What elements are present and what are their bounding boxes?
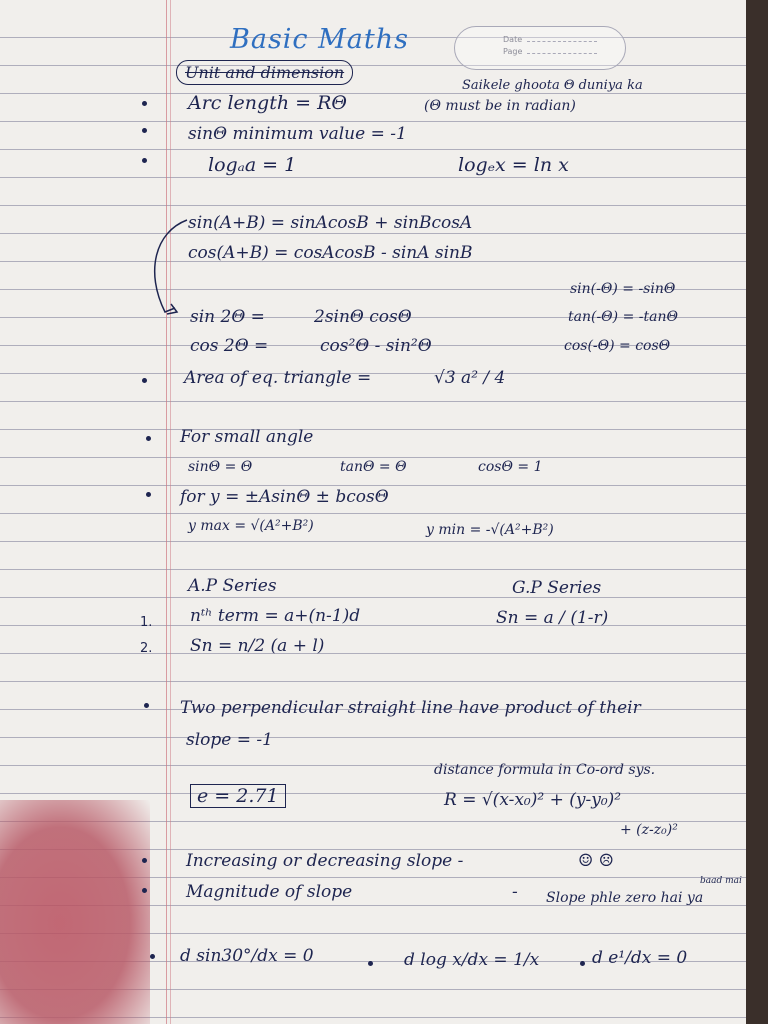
ap-sum-formula: Sn = n/2 (a + l) (190, 636, 325, 656)
y-min-formula: y min = -√(A²+B²) (426, 522, 554, 538)
sin-double-angle-rhs: 2sinΘ cosΘ (314, 307, 412, 327)
bullet (146, 436, 151, 441)
perpendicular-lines: Two perpendicular straight line have product of their (180, 698, 641, 718)
ap-series-heading: A.P Series (188, 576, 277, 596)
slope-note-2: baad mai (700, 876, 742, 886)
top-note: Saikele ghoota Θ duniya ka (462, 78, 643, 93)
log-a-a: logₐa = 1 (208, 154, 297, 176)
magnitude-dash: - (512, 882, 518, 902)
margin-line-inner (170, 0, 171, 1024)
y-max-formula: y max = √(A²+B²) (188, 518, 314, 534)
cos-sum-formula: cos(A+B) = cosAcosB - sinA sinB (188, 243, 473, 263)
page-label: Page (503, 47, 523, 56)
sin-sum-formula: sin(A+B) = sinAcosB + sinBcosA (188, 213, 473, 233)
page-subtitle: Unit and dimension (176, 60, 353, 85)
date-page-stamp (454, 26, 626, 70)
ap-nth-term: nᵗʰ term = a+(n-1)d (190, 606, 361, 626)
e-value-box: e = 2.71 (190, 784, 286, 808)
bullet (150, 954, 155, 959)
small-angle-heading: For small angle (180, 427, 314, 447)
area-eq-triangle-rhs: √3 a² / 4 (434, 368, 506, 388)
bullet (142, 128, 147, 133)
area-eq-triangle: Area of eq. triangle = (184, 368, 372, 388)
tan-small-angle: tanΘ = Θ (340, 459, 407, 475)
gp-series-heading: G.P Series (512, 578, 602, 598)
distance-formula-z: + (z-z₀)² (620, 822, 678, 838)
bracket-arrow-icon (135, 212, 195, 322)
bullet (142, 378, 147, 383)
radian-note: (Θ must be in radian) (424, 98, 576, 114)
bullet (580, 961, 585, 966)
distance-formula: R = √(x-x₀)² + (y-y₀)² (444, 790, 622, 810)
bullet (142, 888, 147, 893)
cos-negative: cos(-Θ) = cosΘ (564, 338, 671, 354)
date-label: Date (503, 35, 523, 44)
cos-double-angle-rhs: cos²Θ - sin²Θ (320, 336, 432, 356)
gp-sum-formula: Sn = a / (1-r) (496, 608, 609, 628)
derivative-constant: d e¹/dx = 0 (592, 948, 688, 968)
arc-length-formula: Arc length = RΘ (188, 92, 347, 114)
bullet (142, 858, 147, 863)
derivative-sin30: d sin30°/dx = 0 (180, 946, 314, 966)
face-icons: ☺ ☹ (578, 851, 614, 871)
cos-double-angle: cos 2Θ = (190, 336, 269, 356)
sin-min-value: sinΘ minimum value = -1 (188, 124, 407, 144)
derivative-logx: d log x/dx = 1/x (404, 950, 540, 970)
for-y-equation: for y = ±AsinΘ ± bcosΘ (180, 487, 389, 507)
page-title: Basic Maths (230, 24, 409, 55)
margin-line (166, 0, 167, 1024)
red-stain (0, 800, 150, 1024)
list-number: 2. (140, 641, 153, 656)
magnitude-slope: Magnitude of slope (186, 882, 353, 902)
distance-formula-heading: distance formula in Co-ord sys. (434, 762, 656, 778)
bullet (146, 492, 151, 497)
bullet (144, 703, 149, 708)
sin-negative: sin(-Θ) = -sinΘ (570, 281, 676, 297)
inc-dec-slope: Increasing or decreasing slope - (186, 851, 464, 871)
bullet (368, 961, 373, 966)
bullet (142, 158, 147, 163)
tan-negative: tan(-Θ) = -tanΘ (568, 309, 678, 325)
sin-double-angle: sin 2Θ = (190, 307, 265, 327)
slope-note: Slope phle zero hai ya (546, 890, 704, 906)
sin-small-angle: sinΘ = Θ (188, 459, 253, 475)
bullet (142, 101, 147, 106)
log-e-x: logₑx = ln x (458, 154, 569, 176)
cos-small-angle: cosΘ = 1 (478, 459, 543, 475)
list-number: 1. (140, 615, 153, 630)
slope-product: slope = -1 (186, 730, 273, 750)
